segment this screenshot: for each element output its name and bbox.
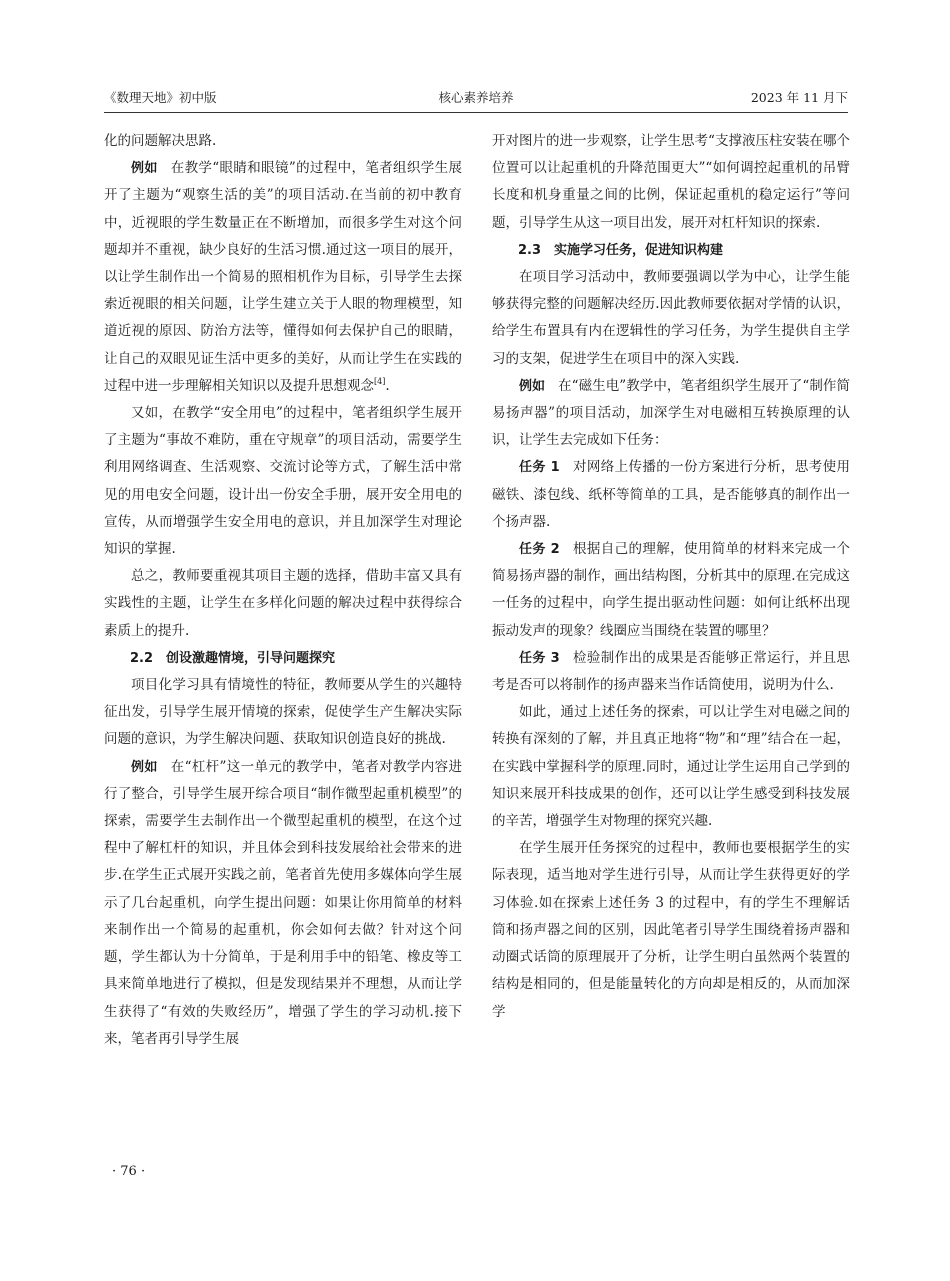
task-label: 任务 1 (519, 460, 560, 476)
running-header (104, 88, 848, 113)
example-label: 例如 (131, 161, 158, 177)
task-text: 根据自己的理解，使用简单的材料来完成一个简易扬声器的制作，画出结构图，分析其中的原理.在完成这一任务的过程中，向学生提出驱动性问题：如何让纸杯出现振动发声的现象？线圈应当围绕在装置的哪里？ (492, 541, 850, 639)
task-2 (492, 536, 850, 645)
paragraph: 总之，教师要重视其项目主题的选择，借助丰富又具有实践性的主题，让学生在多样化问题的解决过程中获得综合素质上的提升. (104, 568, 462, 639)
task-1 (492, 454, 850, 536)
left-column (104, 128, 462, 1053)
paragraph: 在项目学习活动中，教师要强调以学为中心，让学生能够获得完整的问题解决经历.因此教师要依据对学情的认识，给学生布置具有内在逻辑性的学习任务，为学生提供自主学习的支架，促进学生在项目中的深入实践. (492, 269, 850, 367)
paragraph-text: 在“磁生电”教学中，笔者组织学生展开了“制作简易扬声器”的项目活动，加深学生对电磁相互转换原理的认识，让学生去完成如下任务： (492, 377, 850, 449)
task-label: 任务 2 (519, 542, 560, 558)
section-heading-2-3: 2.3 实施学习任务，促进知识构建 (518, 242, 724, 258)
paragraph: 开对图片的进一步观察，让学生思考“支撑液压柱安装在哪个位置可以让起重机的升降范围更大”“如何调控起重机的吊臂长度和机身重量之间的比例，保证起重机的稳定运行”等问题，引导学生从这一项目出发，展开对杠杆知识的探索. (492, 133, 850, 231)
paragraph-text: 在教学“眼睛和眼镜”的过程中，笔者组织学生展开了主题为“观察生活的美”的项目活动.在当前的初中教育中，近视眼的学生数量正在不断增加，而很多学生对这个问题却并不重视，缺少良好的生活习惯.通过这一项目的展开，以让学生制作出一个简易的照相机作为目标，引导学生去探索近视眼的相关问题，让学生建立关于人眼的物理模型，知道近视的原因、防治方法等，懂得如何去保护自己的眼睛，让自己的双眼见证生活中更多的美好，从而让学生在实践的过程中进一步理解相关知识以及提升思想观念 (104, 160, 462, 394)
example-label: 例如 (519, 378, 546, 394)
task-label: 任务 3 (519, 650, 560, 666)
page-number: · 76 · (112, 1164, 146, 1179)
example-label: 例如 (131, 759, 158, 775)
paragraph: 如此，通过上述任务的探索，可以让学生对电磁之间的转换有深刻的了解，并且真正地将“物”和“理”结合在一起，在实践中掌握科学的原理.同时，通过让学生运用自己学到的知识来展开科技成果的创作，还可以让学生感受到科技发展的辛苦，增强学生对物理的探究兴趣. (492, 704, 850, 830)
right-column (492, 128, 850, 1026)
task-text: 对网络上传播的一份方案进行分析，思考使用磁铁、漆包线、纸杯等简单的工具，是否能够真的制作出一个扬声器. (492, 459, 850, 530)
paragraph: 在学生展开任务探究的过程中，教师也要根据学生的实际表现，适当地对学生进行引导，从而让学生获得更好的学习体验.如在探索上述任务 3 的过程中，有的学生不理解话筒和扬声器之间的区别，因此笔者引导学生围绕着扬声器和动圈式话筒的原理展开了分析，让学生明白虽然两个装置的结构是相同的，但是能量转化的方向却是相反的，从而加深学 (492, 840, 850, 1020)
section-title: 核心素养培养 (438, 90, 514, 105)
journal-title: 《数理天地》初中版 (104, 90, 217, 105)
task-text: 检验制作出的成果是否能够正常运行，并且思考是否可以将制作的扬声器来当作话筒使用，说明为什么. (492, 649, 850, 694)
issue-date: 2023 年 11 月下 (750, 90, 848, 105)
task-3 (492, 645, 850, 699)
paragraph (104, 155, 462, 400)
paragraph (104, 754, 462, 1053)
paragraph-end: . (385, 377, 390, 394)
paragraph (492, 373, 850, 455)
paragraph: 化的问题解决思路. (104, 133, 217, 149)
citation: [4] (374, 376, 386, 386)
paragraph: 项目化学习具有情境性的特征，教师要从学生的兴趣特征出发，引导学生展开情境的探索，促使学生产生解决实际问题的意识，为学生解决问题、获取知识创造良好的挑战. (104, 677, 462, 748)
section-heading-2-2: 2.2 创设激趣情境，引导问题探究 (130, 650, 336, 666)
paragraph: 又如，在教学“安全用电”的过程中，笔者组织学生展开了主题为“事故不难防，重在守规章”的项目活动，需要学生利用网络调查、生活观察、交流讨论等方式，了解生活中常见的用电安全问题，设计出一份安全手册，展开安全用电的宣传，从而增强学生安全用电的意识，并且加深学生对理论知识的掌握. (104, 405, 462, 558)
paragraph-text: 在“杠杆”这一单元的教学中，笔者对教学内容进行了整合，引导学生展开综合项目“制作微型起重机模型”的探索，需要学生去制作出一个微型起重机的模型，在这个过程中了解杠杆的知识，并且体会到科技发展给社会带来的进步.在学生正式展开实践之前，笔者首先使用多媒体向学生展示了几台起重机，向学生提出问题：如果让你用简单的材料来制作出一个简易的起重机，你会如何去做？针对这个问题，学生都认为十分简单，于是利用手中的铅笔、橡皮等工具来简单地进行了模拟，但是发现结果并不理想，从而让学生获得了“有效的失败经历”，增强了学生的学习动机.接下来，笔者再引导学生展 (104, 758, 462, 1047)
